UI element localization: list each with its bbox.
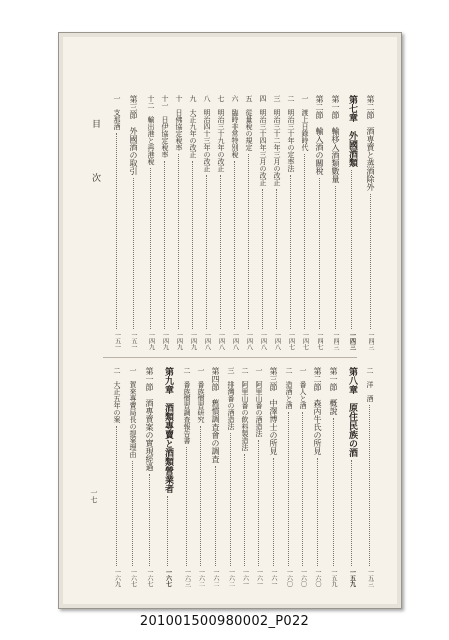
toc-entry-page: 一四八 bbox=[273, 332, 281, 350]
dot-leader bbox=[234, 161, 235, 329]
toc-entry bbox=[301, 95, 308, 350]
toc-entry-label: 第一節 酒專賣案の實現經過 bbox=[145, 367, 154, 471]
toc-entry-label: 第一節 輸移入酒類數量 bbox=[331, 95, 340, 183]
page-number: 一七 bbox=[90, 489, 98, 503]
toc-entry-page: 一四九 bbox=[189, 332, 197, 350]
toc-entry bbox=[183, 367, 190, 587]
toc-entry bbox=[129, 367, 136, 587]
toc-entry-page: 一六一 bbox=[241, 569, 249, 587]
toc-entry-label: 一 賀來專賣局長の提案理由 bbox=[129, 367, 137, 458]
toc-entry-label: 二 大正五年の案 bbox=[113, 367, 121, 423]
dot-leader bbox=[220, 175, 221, 329]
toc-entry-page: 一四三 bbox=[348, 332, 356, 350]
dot-leader bbox=[333, 418, 334, 566]
toc-entry-page: 一四八 bbox=[259, 332, 267, 350]
dot-leader bbox=[167, 496, 168, 566]
toc-entry-label: 九 大正九年の改正 bbox=[189, 95, 197, 158]
toc-entry-label: 二 造酒と酒 bbox=[285, 367, 293, 409]
dot-leader bbox=[290, 175, 291, 329]
toc-entry-label: 一 支那酒 bbox=[113, 95, 121, 130]
toc-entry-page: 一四八 bbox=[231, 332, 239, 350]
toc-entry-page: 一六二 bbox=[197, 569, 205, 587]
toc-entry bbox=[231, 95, 238, 350]
toc-entry bbox=[255, 367, 262, 587]
toc-entry bbox=[313, 367, 321, 587]
toc-entry bbox=[113, 367, 120, 587]
toc-entry bbox=[269, 367, 277, 587]
toc-entry-page: 一五一 bbox=[130, 332, 137, 350]
toc-entry-label: 第八章 原住民族の酒 bbox=[347, 367, 357, 457]
toc-entry-page: 一四三 bbox=[367, 332, 374, 350]
dot-leader bbox=[288, 412, 289, 566]
dot-leader bbox=[276, 189, 277, 329]
dot-leader bbox=[304, 154, 305, 329]
toc-entry-label: 第三節 外國酒の取引 bbox=[129, 95, 138, 175]
toc-entry-label: 二 番族慣習調查報告書 bbox=[183, 367, 191, 444]
toc-entry bbox=[113, 95, 120, 350]
toc-entry-label: 八 明治四十三年の改正 bbox=[203, 95, 211, 172]
toc-entry-label: 第三節 中澤博士の所見 bbox=[269, 367, 278, 455]
toc-page bbox=[63, 37, 397, 604]
toc-entry bbox=[366, 95, 374, 350]
dot-leader bbox=[186, 447, 187, 566]
toc-entry-label: 七 明治三十九年の改正 bbox=[217, 95, 225, 172]
toc-entry bbox=[145, 367, 153, 587]
dot-leader bbox=[132, 461, 133, 566]
toc-entry-page: 一六七 bbox=[129, 569, 137, 587]
dot-leader bbox=[116, 426, 117, 566]
dot-leader bbox=[206, 175, 207, 329]
toc-entry-label: 三 明治三十二年三月の改正 bbox=[273, 95, 281, 186]
toc-entry bbox=[287, 95, 294, 350]
toc-entry-page: 一五三 bbox=[366, 569, 374, 587]
dot-leader bbox=[351, 170, 352, 329]
toc-entry-label: 第七章 外國酒類 bbox=[347, 95, 357, 167]
toc-entry bbox=[285, 367, 292, 587]
toc-entry-label: 五 從量稅の規定 bbox=[245, 95, 253, 151]
dot-leader bbox=[116, 133, 117, 329]
toc-entry-label: 二 洋 酒 bbox=[366, 367, 374, 402]
dot-leader bbox=[200, 426, 201, 566]
dot-leader bbox=[273, 458, 274, 566]
toc-entry bbox=[163, 367, 172, 587]
dot-leader bbox=[370, 194, 371, 329]
image-caption: 201001500980002_P022 bbox=[139, 614, 310, 629]
dot-leader bbox=[164, 161, 165, 329]
toc-entry-page: 一六〇 bbox=[299, 569, 307, 587]
toc-entry-page: 一六二 bbox=[227, 569, 235, 587]
toc-entry-label: 一 番人と酒 bbox=[299, 367, 307, 409]
toc-entry-page: 一六二 bbox=[212, 569, 219, 587]
toc-entry bbox=[227, 367, 234, 587]
toc-entry-label: 第二節 酒専賣と蒸酒除外 bbox=[366, 95, 375, 191]
toc-entry bbox=[347, 367, 356, 587]
toc-entry bbox=[197, 367, 204, 587]
toc-entry bbox=[241, 367, 248, 587]
toc-entry-page: 一四九 bbox=[161, 332, 169, 350]
toc-entry bbox=[161, 95, 168, 350]
toc-entry-page: 一五九 bbox=[348, 569, 356, 587]
dot-leader bbox=[244, 454, 245, 566]
toc-entry bbox=[329, 367, 337, 587]
dot-leader bbox=[149, 474, 150, 566]
toc-entry-page: 一四八 bbox=[217, 332, 225, 350]
toc-entry bbox=[203, 95, 210, 350]
toc-entry-page: 一四八 bbox=[203, 332, 211, 350]
toc-entry-page: 一四九 bbox=[175, 332, 183, 350]
dot-leader bbox=[215, 466, 216, 566]
toc-entry bbox=[259, 95, 266, 350]
toc-entry-page: 一六七 bbox=[146, 569, 153, 587]
toc-entry-page: 一五九 bbox=[330, 569, 337, 587]
toc-entry-label: 三 排灣番の酒造法 bbox=[227, 367, 235, 430]
document-sheet bbox=[58, 32, 402, 609]
toc-entry-page: 一六三 bbox=[183, 569, 191, 587]
toc-entry-label: 一 渡上日錄時代 bbox=[301, 95, 309, 151]
toc-entry-label: 第九章 酒類專賣と酒類營業者 bbox=[163, 367, 173, 493]
half-divider bbox=[103, 357, 357, 358]
toc-entry-page: 一四三 bbox=[332, 332, 339, 350]
toc-entry bbox=[129, 95, 137, 350]
toc-entry-label: 第四節 舊慣調査會の調査 bbox=[211, 367, 220, 463]
dot-leader bbox=[133, 178, 134, 329]
toc-entry-page: 一四七 bbox=[287, 332, 295, 350]
dot-leader bbox=[335, 186, 336, 329]
toc-entry-page: 一六〇 bbox=[285, 569, 293, 587]
toc-entry bbox=[299, 367, 306, 587]
toc-entry-label: 第二節 輸入酒の關稅 bbox=[315, 95, 324, 175]
toc-entry-label: 十一 日伊協定稅率 bbox=[161, 95, 169, 158]
toc-entry-page: 一六九 bbox=[113, 569, 121, 587]
toc-entry-label: 一 阿里山番の酒造法 bbox=[255, 367, 263, 437]
toc-entry bbox=[189, 95, 196, 350]
dot-leader bbox=[262, 189, 263, 329]
toc-entry bbox=[347, 95, 356, 350]
toc-entry-label: 六 臨時非常特別稅 bbox=[231, 95, 239, 158]
toc-entry-page: 一六一 bbox=[255, 569, 263, 587]
dot-leader bbox=[258, 440, 259, 566]
toc-entry bbox=[273, 95, 280, 350]
toc-entry-page: 一四七 bbox=[316, 332, 323, 350]
toc-entry bbox=[331, 95, 339, 350]
toc-entry bbox=[211, 367, 219, 587]
toc-entry-label: 二 阿里山番の飲料製造法 bbox=[241, 367, 249, 451]
toc-entry-label: 四 明治三十四年三月の改正 bbox=[259, 95, 267, 186]
toc-entry bbox=[175, 95, 182, 350]
toc-entry-label: 第二節 森丙牛氏の所見 bbox=[313, 367, 322, 455]
dot-leader bbox=[150, 168, 151, 329]
toc-entry-page: 一六一 bbox=[270, 569, 277, 587]
toc-entry-label: 十 日佛協定稅率 bbox=[175, 95, 183, 151]
dot-leader bbox=[319, 178, 320, 329]
toc-entry bbox=[366, 367, 373, 587]
dot-leader bbox=[351, 460, 352, 566]
toc-entry-page: 一四八 bbox=[245, 332, 253, 350]
toc-entry-page: 一五一 bbox=[113, 332, 121, 350]
toc-entry-label: 十二 輸出港と再港稅 bbox=[147, 95, 155, 165]
toc-entry-label: 二 明治三十年の定率法 bbox=[287, 95, 295, 172]
toc-entry bbox=[245, 95, 252, 350]
dot-leader bbox=[192, 161, 193, 329]
toc-entry-page: 一四七 bbox=[301, 332, 309, 350]
dot-leader bbox=[317, 458, 318, 566]
dot-leader bbox=[178, 154, 179, 329]
dot-leader bbox=[248, 154, 249, 329]
toc-entry-label: 第一節 概說 bbox=[329, 367, 338, 415]
toc-entry bbox=[315, 95, 323, 350]
page-heading: 目 次 bbox=[90, 119, 100, 200]
toc-entry-page: 一六〇 bbox=[314, 569, 321, 587]
toc-entry bbox=[147, 95, 154, 350]
toc-entry-label: 一 番族慣習研究 bbox=[197, 367, 205, 423]
toc-entry-page: 一六七 bbox=[164, 569, 172, 587]
toc-entry bbox=[217, 95, 224, 350]
dot-leader bbox=[302, 412, 303, 566]
toc-entry-page: 一四九 bbox=[147, 332, 155, 350]
dot-leader bbox=[230, 433, 231, 566]
dot-leader bbox=[369, 405, 370, 566]
